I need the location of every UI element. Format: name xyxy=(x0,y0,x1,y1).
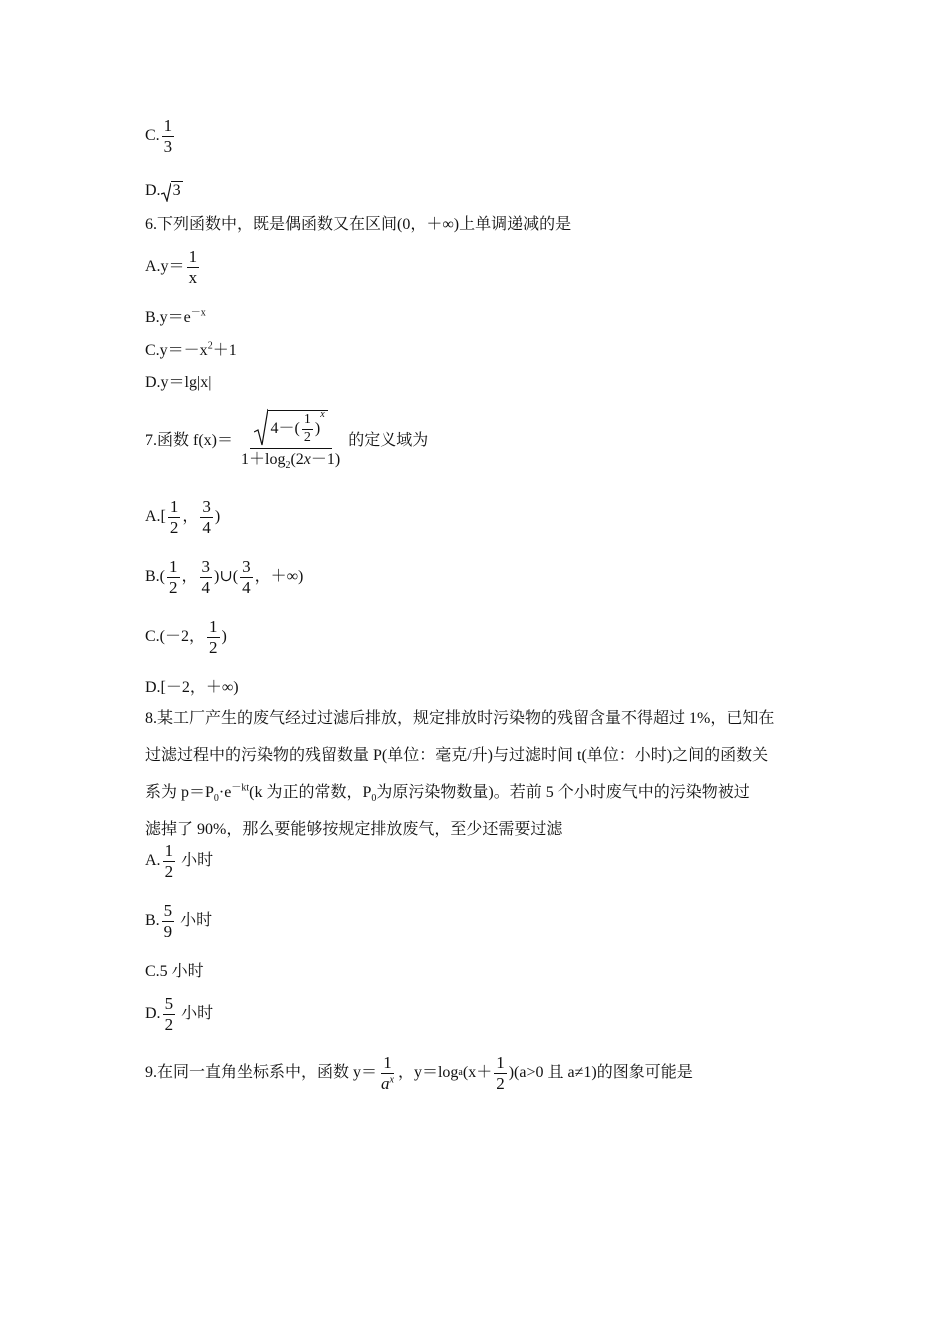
q8-option-d: D. $\frac{5}{2}$ 小时 xyxy=(145,994,214,1034)
q6-option-c: $C.y=-x^2+1$ xyxy=(145,340,237,359)
radical-sign-icon xyxy=(254,408,268,446)
q7-option-d: D.[－2，＋∞) xyxy=(145,679,239,696)
q7-option-c: C.(－2， $\frac{1}{2}$ ) xyxy=(145,617,227,657)
q5-option-c: C. $\frac{1}{3}$ xyxy=(145,116,173,156)
q8-option-c: C.5 小时 xyxy=(145,963,204,980)
fraction: $\frac{1}{x}$ xyxy=(188,247,198,287)
q6-stem: 6.下列函数中，既是偶函数又在区间(0，＋∞)上单调递减的是 xyxy=(145,216,572,233)
q6-option-d: D.y＝lg|x| xyxy=(145,374,212,391)
q8-option-a: A. $\frac{1}{2}$ 小时 xyxy=(145,841,214,881)
sqrt: 3 xyxy=(161,180,183,202)
radical-sign-icon xyxy=(161,182,171,202)
q5-option-d: D. 3 xyxy=(145,180,183,202)
q7-stem: 7.函数 f(x)＝ 4－( $\frac{1}{2}$ ) x $1+\log_2(2x-1)$ 的定义域为 xyxy=(145,409,429,471)
q9-stem: 9.在同一直角坐标系中，函数 y＝ $\frac{1}{a^x}$ ，y＝log a (x＋ $\frac{1}{2}$ )(a>0 且 a≠1)的图象可能是 xyxy=(145,1053,693,1093)
fraction: $\frac{1}{3}$ xyxy=(163,116,173,156)
q7-option-a: A.[ $\frac{1}{2}$ ， $\frac{3}{4}$ ) xyxy=(145,497,221,537)
q6-option-b: $B.y=e^{-x}$ xyxy=(145,307,206,326)
q8-stem: 8.某工厂产生的废气经过过滤后排放，规定排放时污染物的残留含量不得超过 1%，已知在 过滤过程中的污染物的残留数量 P(单位：毫克/升)与过滤时间 t(单位：小时)之间的函数关 系为 $p=P_0\cdot e^{-kt}(k$ 为正的常数，$P_0$为原污染物数量)。若前 5 个小时废气中的污染物被过 滤掉了 90%，那么要能够按规定排放废气，至少还需要过滤 xyxy=(145,710,775,838)
q6-option-a: A.y＝ $\frac{1}{x}$ xyxy=(145,247,198,287)
q7-big-fraction: 4－( $\frac{1}{2}$ ) x $1+\log_2(2x-1)$ xyxy=(241,409,341,471)
q8-option-b: B. $\frac{5}{9}$ 小时 xyxy=(145,901,213,941)
q7-option-b: B.( $\frac{1}{2}$ ， $\frac{3}{4}$ )∪( $\frac{3}{4}$ ，＋∞) xyxy=(145,557,304,597)
